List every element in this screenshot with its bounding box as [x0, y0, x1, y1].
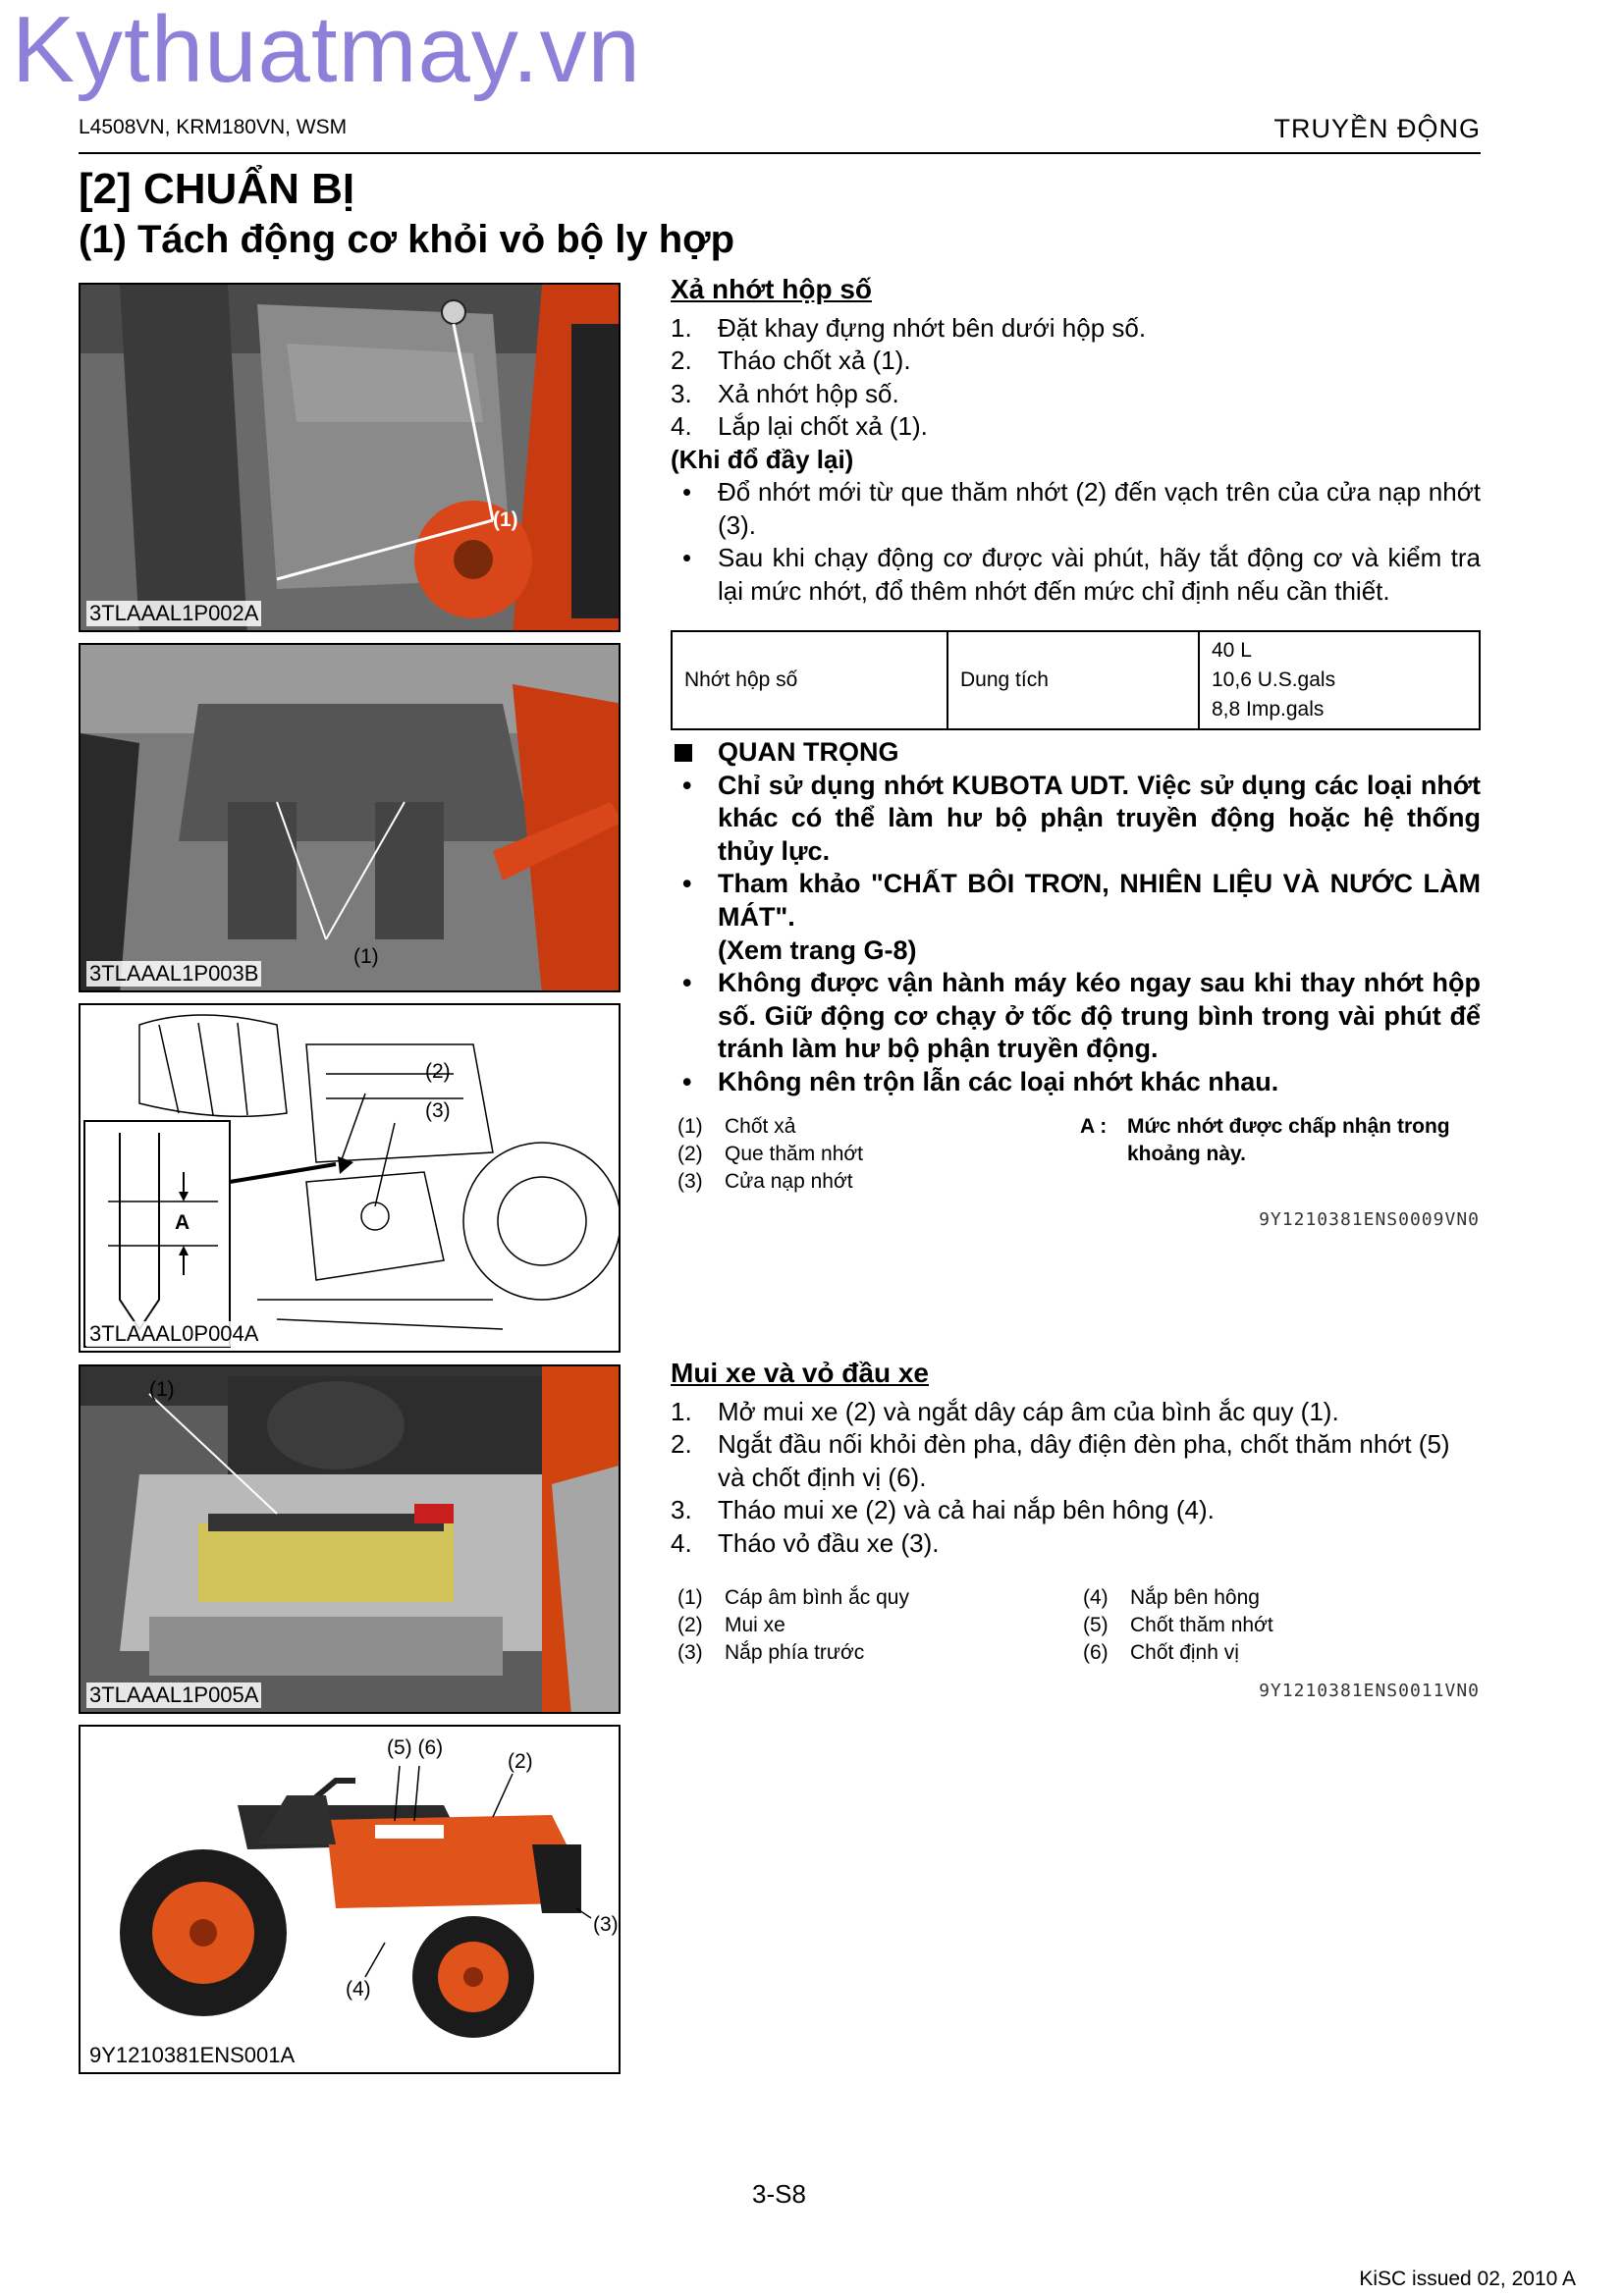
hood-heading: Mui xe và vỏ đầu xe	[671, 1358, 929, 1388]
drain-procedure	[671, 273, 1481, 608]
legend-item: (4) Nắp bên hông	[1083, 1586, 1260, 1609]
square-bullet-icon	[675, 744, 692, 762]
callout-5-6: (5) (6)	[387, 1736, 444, 1759]
legend-item: (1) Cáp âm bình ắc quy	[677, 1586, 909, 1609]
callout-1: (1)	[353, 945, 379, 968]
list-item: 2. Tháo chốt xả (1).	[671, 346, 911, 375]
header-chapter: TRUYỀN ĐỘNG	[1273, 114, 1481, 143]
important-bullets	[671, 770, 1481, 1099]
watermark: Kythuatmay.vn	[12, 0, 641, 102]
figure-dipstick-drawing	[79, 1003, 621, 1353]
section-title: [2] CHUẨN BỊ	[79, 165, 355, 213]
callout-3: (3)	[593, 1913, 619, 1936]
underside-photo-illustration	[81, 645, 621, 992]
capacity-table	[671, 630, 1481, 730]
legend-hood-right	[1083, 1584, 1273, 1667]
list-item: • Không được vận hành máy kéo ngay sau khi thay nhớt hộp số. Giữ động cơ chạy ở tốc độ trung bình trong vài phút để tránh làm hư bộ phận truyền động.	[671, 967, 1481, 1066]
drain-heading: Xả nhớt hộp số	[671, 274, 873, 304]
list-item: • Đổ nhớt mới từ que thăm nhớt (2) đến vạch trên của cửa nạp nhớt (3).	[671, 476, 1481, 542]
legend-item: (3) Cửa nạp nhớt	[677, 1170, 853, 1193]
legend-item: (3) Nắp phía trước	[677, 1641, 865, 1664]
list-item: • Chỉ sử dụng nhớt KUBOTA UDT. Việc sử dụng các loại nhớt khác có thể làm hư bộ phận truyền động hoặc hệ thống thủy lực.	[671, 770, 1481, 869]
list-item: 1. Đặt khay đựng nhớt bên dưới hộp số.	[671, 312, 1147, 343]
callout-3: (3)	[425, 1099, 451, 1122]
figure-caption: 9Y1210381ENS001A	[86, 2043, 298, 2068]
table-cell-item: Nhớt hộp số	[672, 631, 947, 729]
figure-battery-photo	[79, 1364, 621, 1714]
table-cell-label: Dung tích	[947, 631, 1199, 729]
callout-2: (2)	[425, 1060, 451, 1083]
callout-1: (1)	[149, 1378, 175, 1401]
list-item: • Sau khi chạy động cơ được vài phút, hãy tắt động cơ và kiểm tra lại mức nhớt, đổ thêm nhớt đến mức chỉ định nếu cần thiết.	[671, 542, 1481, 608]
list-item: • Tham khảo "CHẤT BÔI TRƠN, NHIÊN LIỆU VÀ NƯỚC LÀM MÁT". (Xem trang G-8)	[671, 868, 1481, 967]
callout-1: (1)	[493, 508, 518, 531]
doc-code: 9Y1210381ENS0009VN0	[1259, 1209, 1480, 1230]
issued-note: KiSC issued 02, 2010 A	[1359, 2268, 1576, 2290]
drain-steps	[671, 312, 1481, 444]
figure-drain-plug-photo	[79, 283, 621, 632]
figure-caption: 3TLAAAL0P004A	[86, 1321, 261, 1347]
header-rule	[79, 152, 1481, 154]
list-item: 3. Xả nhớt hộp số.	[671, 378, 899, 408]
legend-item: (2) Mui xe	[677, 1614, 785, 1636]
list-item: • Không nên trộn lẫn các loại nhớt khác nhau.	[671, 1066, 1481, 1099]
legend-item: (6) Chốt định vị	[1083, 1641, 1239, 1664]
transmission-photo-illustration	[81, 285, 621, 632]
legend-a: A : Mức nhớt được chấp nhận trong khoảng này.	[1080, 1115, 1450, 1165]
refill-bullets	[671, 476, 1481, 608]
page-ref: (Xem trang G-8)	[718, 934, 917, 965]
list-item: 3. Tháo mui xe (2) và cả hai nắp bên hông (4).	[671, 1495, 1215, 1524]
refill-heading: (Khi đổ đầy lại)	[671, 444, 854, 474]
callout-a: A	[175, 1211, 190, 1234]
page-number: 3-S8	[752, 2179, 806, 2209]
figure-tractor-photo	[79, 1725, 621, 2074]
figure-caption: 3TLAAAL1P002A	[86, 601, 261, 626]
tractor-photo-illustration	[81, 1727, 621, 2074]
list-item: 4. Lắp lại chốt xả (1).	[671, 411, 928, 441]
hood-steps	[671, 1396, 1481, 1561]
figure-underside-photo	[79, 643, 621, 992]
legend-drain	[677, 1113, 863, 1196]
legend-item: (2) Que thăm nhớt	[677, 1143, 864, 1165]
callout-4: (4)	[346, 1978, 371, 2001]
important-notice	[671, 736, 1481, 1099]
callout-2: (2)	[508, 1750, 533, 1773]
table-cell-values: 40 L 10,6 U.S.gals 8,8 Imp.gals	[1199, 631, 1480, 729]
table-row	[672, 631, 1480, 729]
battery-photo-illustration	[81, 1366, 621, 1714]
list-item: 4. Tháo vỏ đầu xe (3).	[671, 1527, 940, 1558]
legend-item: (5) Chốt thăm nhớt	[1083, 1614, 1273, 1636]
figure-caption: 3TLAAAL1P005A	[86, 1682, 261, 1708]
list-item: 2. Ngắt đầu nối khỏi đèn pha, dây điện đèn pha, chốt thăm nhớt (5) và chốt định vị (6).	[671, 1429, 1450, 1492]
figure-caption: 3TLAAAL1P003B	[86, 961, 261, 987]
header-model: L4508VN, KRM180VN, WSM	[79, 116, 348, 138]
hood-procedure	[671, 1357, 1481, 1560]
important-heading: QUAN TRỌNG	[671, 736, 1481, 770]
list-item: 1. Mở mui xe (2) và ngắt dây cáp âm của bình ắc quy (1).	[671, 1396, 1339, 1426]
legend-hood-left	[677, 1584, 909, 1667]
legend-item: (1) Chốt xả	[677, 1115, 796, 1138]
subsection-title: (1) Tách động cơ khỏi vỏ bộ ly hợp	[79, 218, 735, 261]
doc-code: 9Y1210381ENS0011VN0	[1259, 1681, 1480, 1701]
line-drawing-illustration	[81, 1005, 621, 1353]
